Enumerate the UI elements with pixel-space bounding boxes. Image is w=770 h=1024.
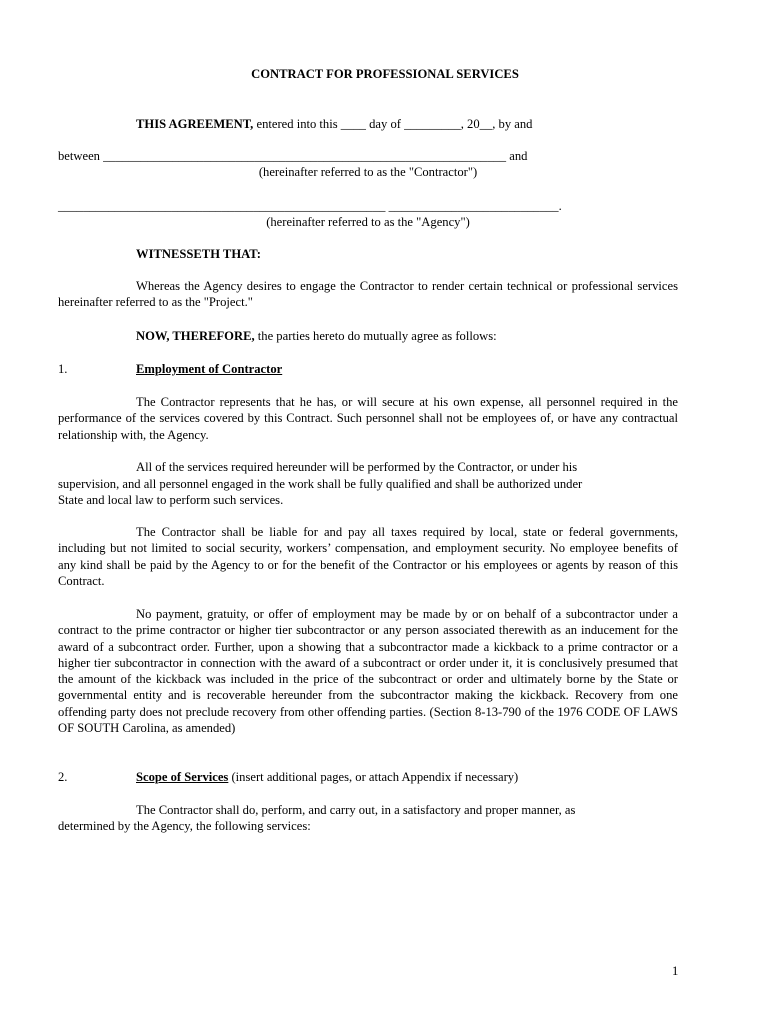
page-number: 1 — [672, 964, 679, 978]
agreement-line — [136, 116, 532, 132]
section-1-number: 1. — [58, 362, 68, 376]
agency-reference: (hereinafter referred to as the "Agency") — [266, 215, 470, 229]
section-1-title: Employment of Contractor — [136, 362, 283, 376]
paragraph-services-line-3: State and local law to perform such services. — [58, 493, 284, 507]
agreement-lead: THIS AGREEMENT, — [136, 117, 254, 131]
paragraph-taxes-text: The Contractor shall be liable for and pay all taxes required by local, state or federal governments, including but not limited to social security, workers’ compensation, and employment security. No employee benefits of any kind shall be paid by the Agency to or for the benefit of the Contractor or his employees or agents by reason of this Contract. — [58, 525, 678, 588]
witnesseth-heading: WITNESSETH THAT: — [136, 247, 261, 261]
paragraph-kickback — [58, 606, 678, 736]
document-title: CONTRACT FOR PROFESSIONAL SERVICES — [251, 67, 519, 81]
paragraph-services-line-2: supervision, and all personnel engaged in the work shall be fully qualified and shall be authorized under — [58, 477, 583, 491]
whereas-paragraph — [58, 278, 678, 311]
paragraph-personnel-text: The Contractor represents that he has, or will secure at his own expense, all personnel required in the performance of the services covered by this Contract. Such personnel shall not be employees of, or have any contractual relationship with, the Agency. — [58, 395, 678, 442]
now-therefore-line — [136, 328, 497, 344]
paragraph-scope-line-2: determined by the Agency, the following services: — [58, 819, 311, 833]
paragraph-services-line-1: All of the services required hereunder will be performed by the Contractor, or under his — [136, 460, 578, 474]
paragraph-kickback-text: No payment, gratuity, or offer of employment may be made by or on behalf of a subcontractor under a contract to the prime contractor or higher tier subcontractor or any person associated therewith as an inducement for the award of a subcontract order. Further, upon a showing that a subcontractor made a kickback to a prime contractor or a higher tier subcontractor in connection with the award of a subcontract or order under it, it is conclusively presumed that the amount of the kickback was included in the price of the subcontract or order and ultimately borne by the State or governmental entity and is recoverable hereunder from the subcontractor making the kickback. Recovery from one offending party does not preclude recovery from other offending parties. (Section 8-13-790 of the 1976 CODE OF LAWS OF SOUTH Carolina, as amended) — [58, 607, 678, 736]
paragraph-personnel — [58, 394, 678, 443]
section-2-number: 2. — [58, 770, 68, 784]
whereas-text: Whereas the Agency desires to engage the Contractor to render certain technical or professional services hereinafter referred to as the "Project." — [58, 279, 678, 310]
agency-blank-line: ____________________________________________________ ___________________________. — [58, 199, 562, 213]
paragraph-taxes — [58, 524, 678, 589]
section-2-note: (insert additional pages, or attach Appendix if necessary) — [228, 770, 519, 784]
agreement-rest: entered into this ____ day of _________, 20__, by and — [253, 117, 533, 131]
now-therefore-rest: the parties hereto do mutually agree as follows: — [254, 329, 497, 343]
section-2-heading — [136, 769, 518, 785]
between-line: between ________________________________________________________________ and — [58, 149, 528, 163]
contractor-reference: (hereinafter referred to as the "Contractor") — [258, 165, 478, 179]
now-therefore-lead: NOW, THEREFORE, — [136, 329, 255, 343]
section-2-title: Scope of Services — [136, 770, 229, 784]
paragraph-scope-line-1: The Contractor shall do, perform, and carry out, in a satisfactory and proper manner, as — [136, 803, 576, 817]
